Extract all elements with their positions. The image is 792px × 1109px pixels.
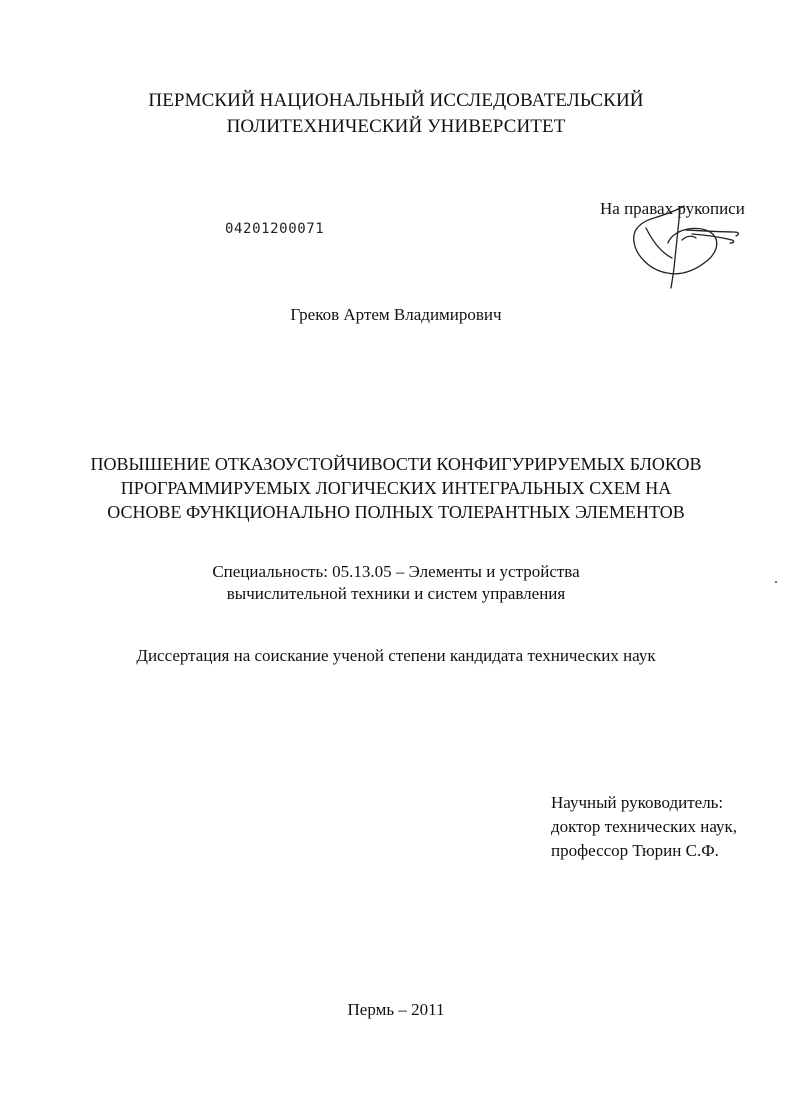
specialty-line-1: Специальность: 05.13.05 – Элементы и устройства <box>212 562 580 581</box>
city-year: Пермь – 2011 <box>347 1000 445 1019</box>
thesis-title-line-2: ПРОГРАММИРУЕМЫХ ЛОГИЧЕСКИХ ИНТЕГРАЛЬНЫХ СХЕМ НА <box>120 478 672 498</box>
thesis-title <box>0 452 792 524</box>
dissertation-note: Диссертация на соискание ученой степени кандидата технических наук <box>136 646 656 665</box>
university-line-1: ПЕРМСКИЙ НАЦИОНАЛЬНЫЙ ИССЛЕДОВАТЕЛЬСКИЙ <box>148 90 644 111</box>
supervisor-block <box>551 791 737 863</box>
thesis-title-line-3: ОСНОВЕ ФУНКЦИОНАЛЬНО ПОЛНЫХ ТОЛЕРАНТНЫХ ЭЛЕМЕНТОВ <box>107 502 685 522</box>
author-name: Греков Артем Владимирович <box>290 305 502 324</box>
supervisor-degree: доктор технических наук, <box>551 817 738 836</box>
supervisor-name: профессор Тюрин С.Ф. <box>551 841 719 860</box>
thesis-title-line-1: ПОВЫШЕНИЕ ОТКАЗОУСТОЙЧИВОСТИ КОНФИГУРИРУЕМЫХ БЛОКОВ <box>90 454 702 474</box>
registration-code: 04201200071 <box>225 221 325 237</box>
university-line-2: ПОЛИТЕХНИЧЕСКИЙ УНИВЕРСИТЕТ <box>226 116 566 137</box>
specialty-line-2: вычислительной техники и систем управления <box>226 584 566 603</box>
supervisor-label: Научный руководитель: <box>551 793 724 812</box>
rights-note: На правах рукописи <box>600 199 745 218</box>
handwritten-signature <box>622 200 752 292</box>
scan-speck <box>775 581 777 583</box>
specialty <box>0 561 792 605</box>
university-name <box>0 88 792 140</box>
